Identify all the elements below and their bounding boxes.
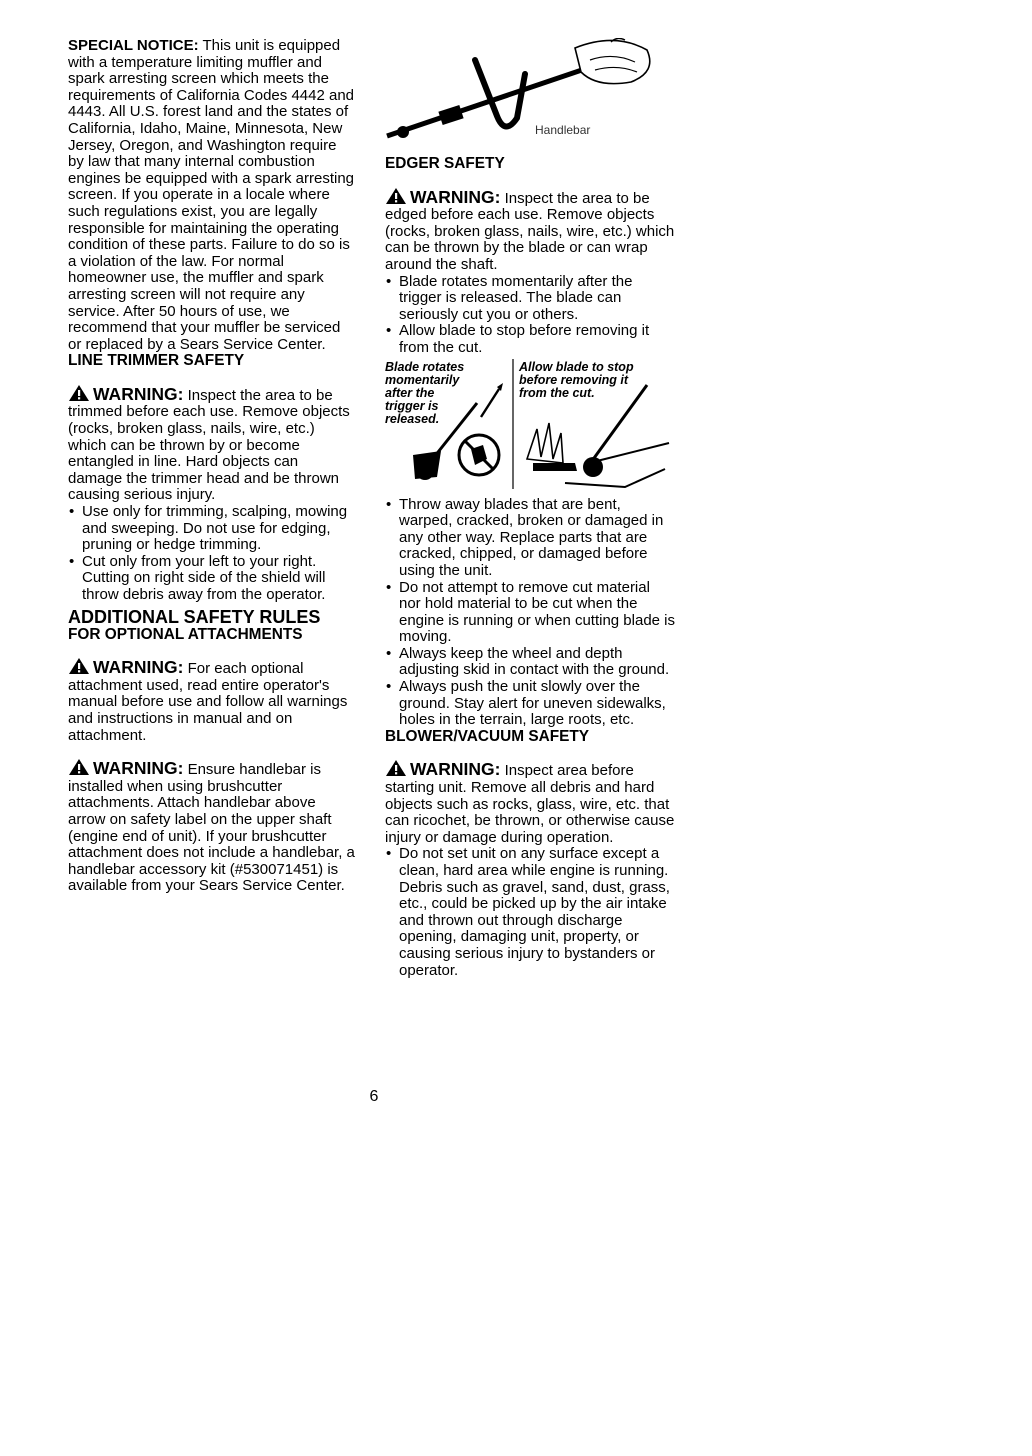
list-item: • Use only for trimming, scalping, mowing and sweeping. Do not use for edging, pruning or hedge trimming. [68, 504, 356, 554]
warning-triangle-icon [68, 384, 90, 402]
special-notice-text: This unit is equipped with a temperature limiting muffler and spark arresting screen which meets the requirements of California Codes 4442 and 4443. All U.S. forest land and the states of California, Idaho, Maine, Minnesota, New Jersey, Oregon, and Washington require by law that many internal combustion engines be equipped with a spark arresting screen. If you operate in a locale where such regulations exist, you are legally responsible for maintaining the operating condition of these parts. Failure to do so is a violation of the law. For normal homeowner use, the muffler and spark arresting screen will not require any service. After 50 hours of use, we recommend that your muffler be serviced or replaced by a Sears Service Center. [68, 37, 355, 353]
edger-bullet-list-bottom [385, 497, 675, 729]
special-notice [68, 38, 356, 353]
optional-attachments-heading: FOR OPTIONAL ATTACHMENTS [68, 625, 303, 643]
warning-triangle-icon [385, 759, 407, 777]
list-item: • Throw away blades that are bent, warped, cracked, broken or damaged in any other way. Replace parts that are cracked, chipped, or damaged before using the unit. [385, 497, 675, 580]
trimmer-handlebar-drawing [385, 38, 675, 156]
list-item: • Cut only from your left to your right. Cutting on right side of the shield will throw debris away from the operator. [68, 554, 356, 604]
blower-warning-label: WARNING: [410, 759, 501, 780]
right-column [385, 38, 675, 979]
handlebar-illustration [385, 38, 675, 156]
trimmer-bullet-list [68, 504, 356, 604]
handlebar-warning [68, 758, 356, 895]
blower-vacuum-heading: BLOWER/VACUUM SAFETY [385, 727, 590, 745]
page-number: 6 [369, 1088, 379, 1105]
list-item: • Do not set unit on any surface except a clean, hard area while engine is running. Debris such as gravel, sand, dust, grass, etc., could be picked up by the air intake and thrown out through discharge opening, damaging unit, property, or causing serious injury to bystanders or operator. [385, 846, 675, 979]
warning-triangle-icon [68, 657, 90, 675]
edger-safety-heading: EDGER SAFETY [385, 155, 505, 172]
handlebar-warning-text: Ensure handlebar is installed when using brushcutter attachments. Attach handlebar above arrow on safety label on the upper shaft (engine end of unit). If your brushcutter attachment does not include a handlebar, a handlebar accessory kit (#530071451) is available from your Sears Service Center. [68, 761, 355, 895]
attachment-warning-label: WARNING: [93, 657, 184, 678]
edger-warning-text: Inspect the area to be edged before each use. Remove objects (rocks, broken glass, nails, wire, etc.) which can be thrown by the blade or can wrap around the shaft. [385, 189, 675, 273]
edger-warning-label: WARNING: [410, 186, 501, 207]
caption-blade-rotates: Blade rotates momentarily after the trigger is released. [385, 359, 465, 426]
warning-triangle-icon [385, 187, 407, 205]
list-item: • Blade rotates momentarily after the trigger is released. The blade can seriously cut you or others. [385, 274, 675, 324]
list-item: • Allow blade to stop before removing it from the cut. [385, 323, 675, 356]
left-column [68, 38, 356, 895]
edger-illustration [385, 359, 675, 491]
blower-warning-text: Inspect area before starting unit. Remove all debris and hard objects such as rocks, glass, wire, etc. that can ricochet, be thrown, or otherwise cause injury or damage during operation. [385, 762, 675, 846]
trimmer-warning [68, 384, 356, 504]
trimmer-warning-text: Inspect the area to be trimmed before each use. Remove objects (rocks, broken glass, nails, wire, etc.) which can be thrown by or become entangled in line. Hard objects can damage the trimmer head and be thrown causing serious injury. [68, 386, 350, 504]
blower-bullet-list [385, 846, 675, 979]
caption-allow-blade-stop: Allow blade to stop before removing it from the cut. [519, 359, 634, 400]
attachment-warning-text: For each optional attachment used, read entire operator's manual before use and follow all warnings and instructions in manual and on attachment. [68, 660, 348, 744]
list-item: • Always keep the wheel and depth adjusting skid in contact with the ground. [385, 646, 675, 679]
warning-triangle-icon [68, 758, 90, 776]
handlebar-label: Handlebar [535, 123, 591, 137]
list-item: • Always push the unit slowly over the ground. Stay alert for uneven sidewalks, holes in the terrain, large roots, etc. [385, 679, 675, 729]
additional-safety-heading: ADDITIONAL SAFETY RULES [68, 606, 321, 627]
attachment-warning [68, 657, 356, 744]
special-notice-label: SPECIAL NOTICE: [68, 37, 199, 54]
trimmer-warning-label: WARNING: [93, 383, 184, 404]
list-item: • Do not attempt to remove cut material nor hold material to be cut when the engine is running or when cutting blade is moving. [385, 580, 675, 646]
line-trimmer-heading: LINE TRIMMER SAFETY [68, 352, 245, 370]
edger-bullet-list-top [385, 274, 675, 357]
edger-warning [385, 187, 675, 274]
handlebar-warning-label: WARNING: [93, 758, 184, 779]
blower-warning [385, 759, 675, 846]
